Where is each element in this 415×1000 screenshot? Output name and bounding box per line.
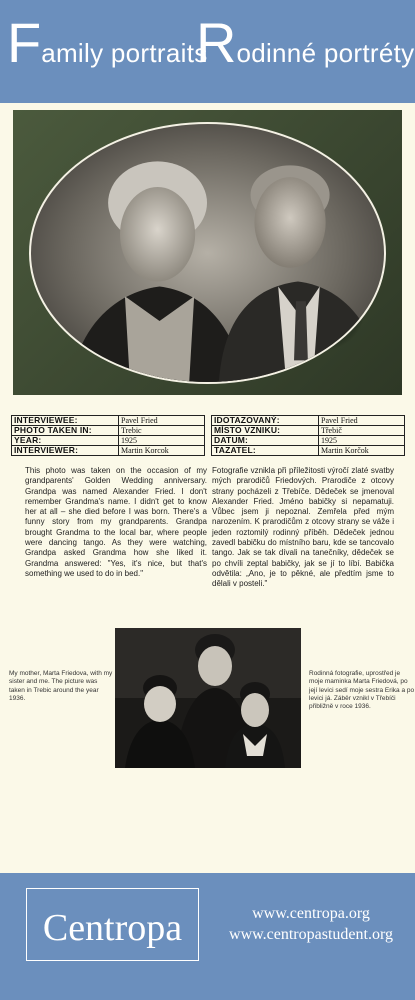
table-label: IDOTAZOVANÝ: [212, 416, 319, 426]
title-cz-rest: odinné portréty [236, 38, 415, 68]
table-row [12, 416, 205, 426]
info-table-english [11, 415, 205, 456]
table-label: YEAR: [12, 436, 119, 446]
title-cz-initial: R [196, 11, 237, 74]
table-label: DATUM: [212, 436, 319, 446]
logo-text: Centropa [42, 907, 183, 949]
table-label: INTERVIEWER: [12, 446, 119, 456]
header-banner [0, 0, 415, 103]
table-value: Martin Korčok [319, 446, 405, 456]
table-value: Třebič [319, 426, 405, 436]
info-table-czech [211, 415, 405, 456]
centropa-logo [26, 888, 199, 961]
table-row [12, 436, 205, 446]
photo-caption-czech: Rodinná fotografie, uprostřed je moje maminka Marta Friedová, po její levici sedí moje sestra Erika a po levici já. Záběr vznikl v Třebíči přibližně v roce 1936. [309, 670, 415, 711]
story-text-czech: Fotografie vznikla při příležitosti výročí zlaté svatby mých prarodičů Friedových. Prarodiče z otcovy strany pocházeli z Třebíče. Dědeček se jmenoval Alexander Fried. Jméno babičky si nepamatuji. Vůbec jsem ji nepoznal. Zemřela před mým narozením. K prarodičům z otcovy strany se váže i jeden roztomilý rodinný příběh. Dědeček jednou zavedl babičku do místního baru, kde se tancovalo tango. Jak se tak dívali na tanečníky, dědeček se po chvíli zeptal babičky, jak se jí to líbí. Babička odvětila: „Ano, je to pěkné, ale předtím jsme to dělali v posteli." [212, 466, 394, 589]
table-row [12, 446, 205, 456]
table-value: Pavel Fried [119, 416, 205, 426]
footer-urls [218, 903, 404, 945]
table-label: PHOTO TAKEN IN: [12, 426, 119, 436]
family-photo [115, 628, 301, 768]
title-english [7, 11, 208, 74]
table-value: Trebic [119, 426, 205, 436]
table-row [212, 416, 405, 426]
url-link-centropa[interactable]: www.centropa.org [252, 905, 370, 922]
family-photo-image [115, 628, 301, 768]
title-czech [196, 11, 415, 74]
table-label: INTERVIEWEE: [12, 416, 119, 426]
title-en-initial: F [7, 11, 42, 74]
table-value: Martin Korcok [119, 446, 205, 456]
title-en-rest: amily portraits [41, 38, 208, 68]
photo-caption-english: My mother, Marta Friedova, with my sister and me. The picture was taken in Trebic around the year 1936. [9, 670, 113, 702]
table-row [212, 446, 405, 456]
table-row [12, 426, 205, 436]
portrait-photo-frame [13, 110, 402, 395]
url-link-centropastudent[interactable]: www.centropastudent.org [229, 926, 393, 943]
table-value: Pavel Fried [319, 416, 405, 426]
table-label: TAZATEL: [212, 446, 319, 456]
grandparents-portrait-photo [29, 122, 386, 384]
grandparents-portrait-image [31, 124, 384, 382]
footer-banner [0, 873, 415, 1000]
table-value: 1925 [319, 436, 405, 446]
table-row [212, 436, 405, 446]
table-label: MÍSTO VZNIKU: [212, 426, 319, 436]
table-row [212, 426, 405, 436]
story-text-english: This photo was taken on the occasion of my grandparents' Golden Wedding anniversary. Grandpa was named Alexander Fried. I don't remember Grandma's name. I didn't get to know her at all – she died before I was born. There's a funny story from my grandparents. Grandpa brought Grandma to the local bar, where people were dancing tango. As they were watching, Grandpa asked Grandma how she liked it. Grandma answered: "Yes, it's nice, but that's something we used to do in bed." [25, 466, 207, 578]
table-value: 1925 [119, 436, 205, 446]
